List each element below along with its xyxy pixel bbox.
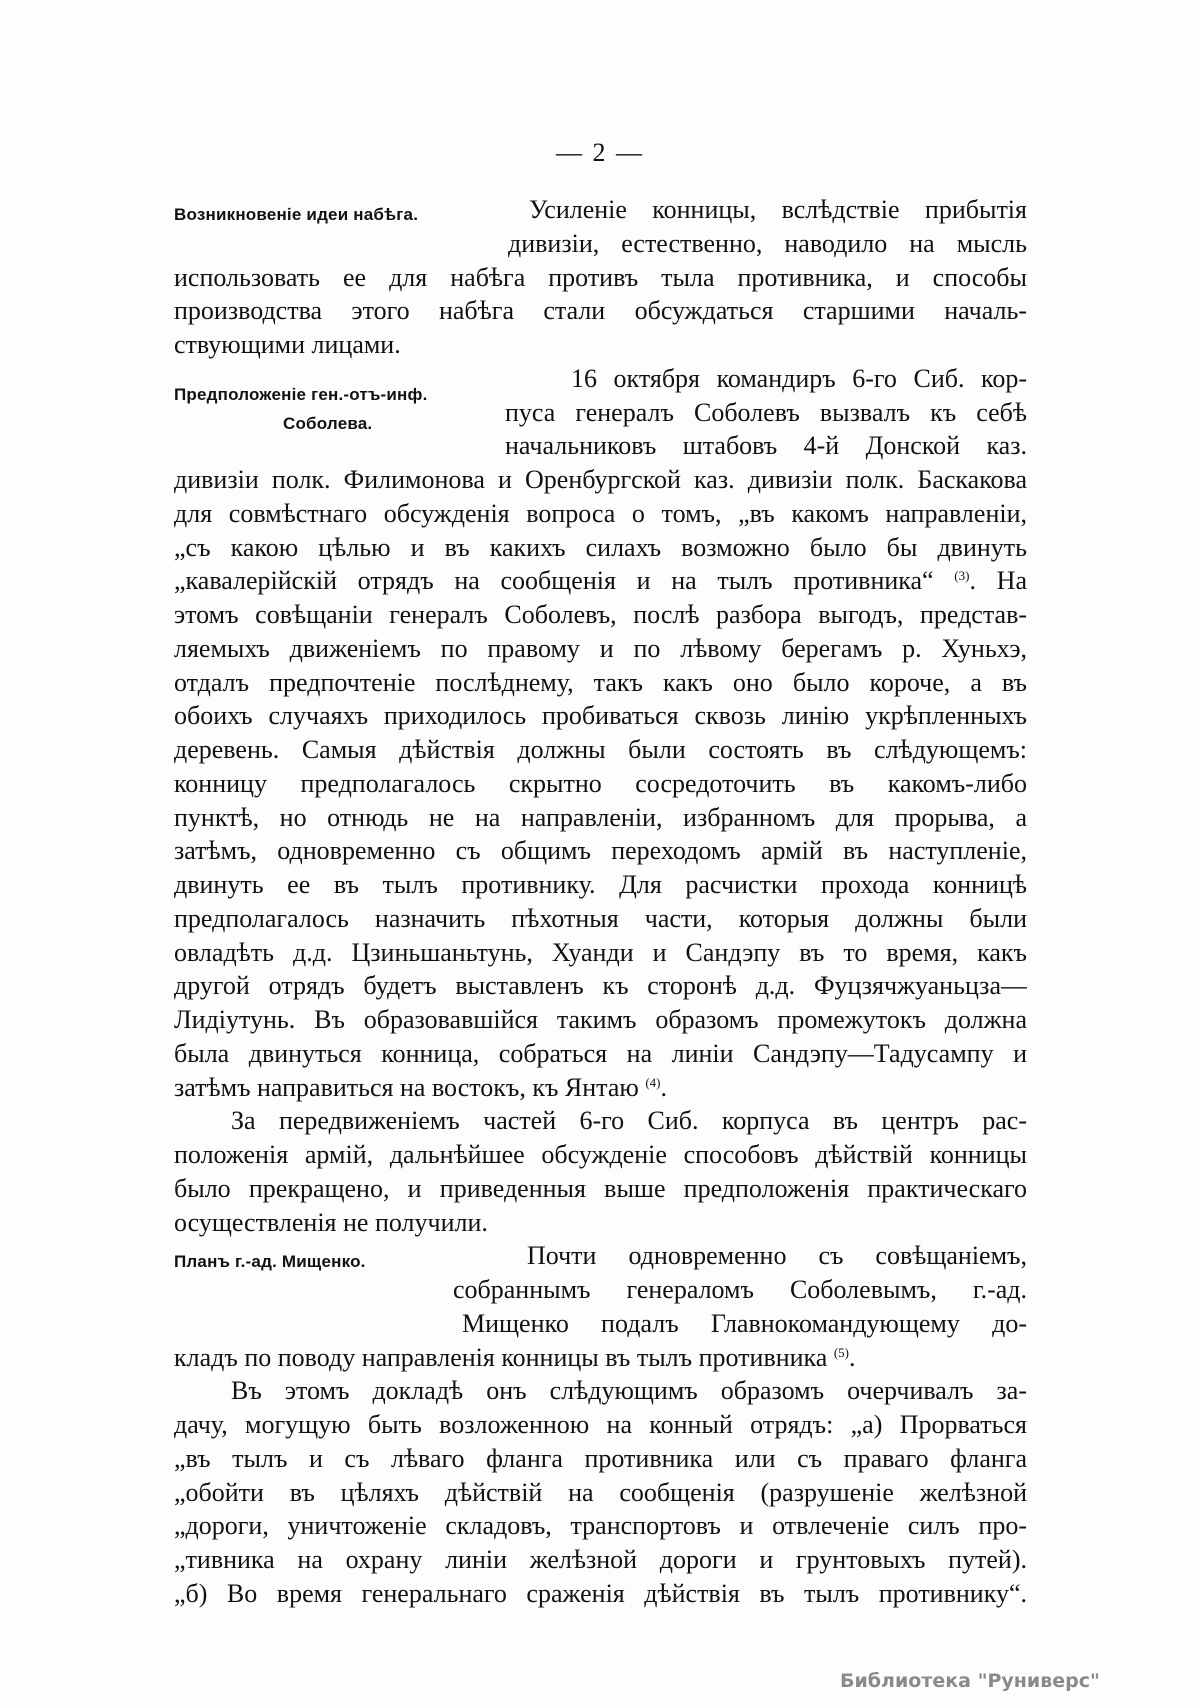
line-text: дивизіи, естественно, наводило на мысль: [508, 228, 1027, 258]
line-text: ляемыхъ движеніемъ по правому и по лѣвому берегамъ р. Хуньхэ,: [174, 633, 1027, 663]
line-text: ствующими лицами.: [174, 330, 401, 359]
line-text: Въ этомъ докладѣ онъ слѣдующимъ образомъ очерчивалъ за-: [231, 1376, 1027, 1406]
line-text: овладѣть д.д. Цзиньшаньтунь, Хуанди и Сандэпу въ то время, какъ: [174, 937, 1027, 967]
text-line: [174, 1341, 856, 1375]
line-tail: . На: [969, 566, 1027, 596]
text-line: [231, 1374, 1027, 1408]
footnote-ref: (3): [954, 568, 970, 584]
text-line: [174, 801, 1027, 835]
text-line: [174, 699, 1027, 733]
line-text: затѣмъ направиться на востокъ, къ Янтаю: [174, 1072, 639, 1102]
text-line: [453, 1273, 1027, 1307]
footnote-ref: (5): [833, 1344, 849, 1360]
line-text: За передвиженіемъ частей 6-го Сиб. корпуса въ центръ рас-: [231, 1106, 1027, 1136]
line-text: „тивника на охрану линіи желѣзной дороги и грунтовыхъ путей).: [174, 1545, 1027, 1574]
text-line: [174, 632, 1027, 666]
text-line: [174, 497, 1027, 531]
line-text: отдалъ предпочтеніе послѣднему, такъ какъ оно было короче, а въ: [174, 667, 1027, 697]
text-line: [174, 902, 1027, 936]
text-line: [174, 328, 401, 362]
text-line: [231, 1104, 1027, 1138]
text-line: [174, 463, 1027, 497]
text-line: [505, 396, 1027, 430]
line-text: осуществленія не получили.: [174, 1207, 488, 1237]
text-line: [174, 1003, 1027, 1037]
line-text: обоихъ случаяхъ приходилось пробиваться сквозь линію укрѣпленныхъ: [174, 701, 1027, 731]
line-text: двинуть ее въ тылъ противнику. Для расчистки прохода конницѣ: [174, 870, 1027, 899]
text-line: [174, 936, 1027, 970]
line-text: „обойти въ цѣляхъ дѣйствій на сообщенія (разрушеніе желѣзной: [174, 1477, 1027, 1507]
text-line: [174, 733, 1027, 767]
text-line: [505, 429, 1027, 463]
text-line: [174, 767, 1027, 801]
text-line: [174, 834, 1027, 868]
line-text: пуса генералъ Соболевъ вызвалъ къ себѣ: [505, 397, 1027, 427]
line-text: дачу, могущую быть возложенною на конный отрядъ: „а) Прорваться: [174, 1410, 1027, 1439]
text-line: [174, 1476, 1027, 1510]
line-text: была двинуться конница, собраться на линіи Сандэпу—Тадусампу и: [174, 1038, 1027, 1068]
line-text: положенія армій, дальнѣйшее обсужденіе способовъ дѣйствій конницы: [174, 1140, 1027, 1169]
text-line: [174, 666, 1027, 700]
line-text: „въ тылъ и съ лѣваго фланга противника или съ праваго фланга: [174, 1443, 1027, 1473]
line-text: этомъ совѣщаніи генералъ Соболевъ, послѣ разбора выгодъ, представ-: [174, 600, 1027, 629]
text-line: [174, 969, 1027, 1003]
text-line: [174, 564, 1027, 598]
side-note-mishchenko-plan: Планъ г.-ад. Мищенко.: [174, 1252, 366, 1271]
text-line: [174, 1138, 1027, 1172]
line-text: Усиленіе конницы, вслѣдствіе прибытія: [529, 195, 1027, 224]
line-text: 16 октября командиръ 6-го Сиб. кор-: [571, 363, 1027, 393]
side-note-sobolev-title: Предположеніе ген.-отъ-инф.: [174, 385, 428, 404]
line-text: собраннымъ генераломъ Соболевымъ, г.-ад.: [453, 1275, 1027, 1304]
line-text: деревень. Самыя дѣйствія должны были состоять въ слѣдующемъ:: [174, 735, 1027, 764]
line-text: затѣмъ, одновременно съ общимъ переходомъ армій въ наступленіе,: [174, 836, 1027, 866]
text-line: [174, 531, 1027, 565]
text-line: [462, 1307, 1027, 1341]
line-text: Мищенко подалъ Главнокомандующему до-: [462, 1308, 1027, 1338]
text-line: [174, 1071, 667, 1105]
line-text: „съ какою цѣлью и въ какихъ силахъ возможно было бы двинуть: [174, 532, 1027, 562]
text-line: [174, 294, 1027, 328]
footnote-ref: (4): [645, 1074, 661, 1090]
line-text: кладъ по поводу направленія конницы въ тылъ противника: [174, 1342, 828, 1372]
text-line: [174, 261, 1027, 295]
line-text: для совмѣстнаго обсужденія вопроса о томъ, „въ какомъ направленіи,: [174, 498, 1027, 528]
text-line: [174, 1408, 1027, 1442]
text-line: [508, 227, 1027, 261]
text-line: [174, 868, 1027, 902]
line-text: „кавалерійскій отрядъ на сообщенія и на тылъ противника“: [174, 566, 934, 596]
line-text: предполагалось назначить пѣхотныя части, которыя должны были: [174, 903, 1027, 933]
side-note-origin-of-raid: Возникновеніе идеи набѣга.: [174, 205, 419, 224]
line-text: другой отрядъ будетъ выставленъ къ сторонѣ д.д. Фуцзячжуаньцза—: [174, 971, 1027, 1001]
page-number: — 2 —: [556, 138, 644, 167]
text-line: [571, 362, 1027, 396]
text-line: [174, 1206, 488, 1240]
line-text: конницу предполагалось скрытно сосредоточить въ какомъ-либо: [174, 768, 1027, 798]
line-text: дивизіи полк. Филимонова и Оренбургской каз. дивизіи полк. Баскакова: [174, 465, 1027, 494]
line-text: „б) Во время генеральнаго сраженія дѣйствія въ тылъ противнику“.: [174, 1578, 1027, 1608]
line-tail: .: [660, 1072, 667, 1102]
text-line: [174, 1577, 1027, 1611]
text-line: [174, 1442, 1027, 1476]
line-text: начальниковъ штабовъ 4-й Донской каз.: [505, 431, 1027, 461]
text-line: [174, 1543, 1027, 1577]
line-text: производства этого набѣга стали обсуждаться старшими началь-: [174, 296, 1027, 326]
text-line: [529, 193, 1027, 227]
line-text: использовать ее для набѣга противъ тыла противника, и способы: [174, 262, 1027, 292]
text-line: [174, 1037, 1027, 1071]
line-text: „дороги, уничтоженіе складовъ, транспортовъ и отвлеченіе силъ про-: [174, 1511, 1027, 1541]
side-note-sobolev-name: Соболева.: [283, 414, 373, 433]
line-text: Почти одновременно съ совѣщаніемъ,: [527, 1241, 1027, 1271]
library-watermark: Библиотека "Руниверс": [840, 1670, 1100, 1692]
line-text: Лидіутунь. Въ образовавшійся такимъ образомъ промежутокъ должна: [174, 1005, 1027, 1034]
text-line: [527, 1239, 1027, 1273]
line-text: было прекращено, и приведенныя выше предположенія практическаго: [174, 1173, 1027, 1203]
text-line: [174, 1509, 1027, 1543]
line-tail: .: [849, 1342, 856, 1372]
line-text: пунктѣ, но отнюдь не на направленіи, избранномъ для прорыва, а: [174, 802, 1027, 832]
text-line: [174, 598, 1027, 632]
text-line: [174, 1172, 1027, 1206]
